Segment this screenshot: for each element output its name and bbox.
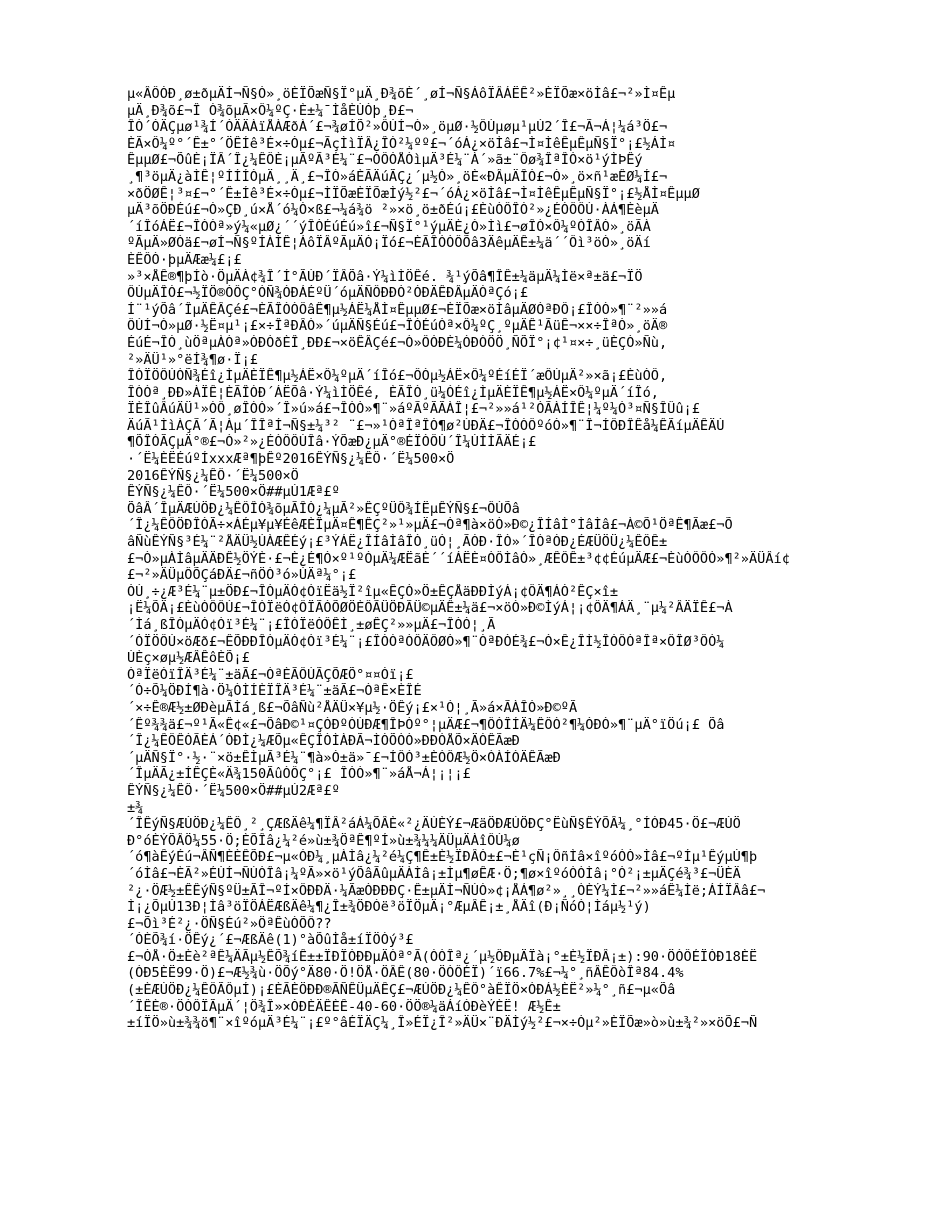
text-line: ´ó¶àÊýÉú¬ÂÑ¶ÈÈÊÕÐ£¬µ«ÓÐ¼¸µÀÌâ¿¼²é¼Ç¶Ê±È½ÏÐÂÓ±£¬È¹çÑ¡ÔñÌâ×îºóÓÒ»Ìâ£¬ºÍµ¹ÊýµÚ¶þ xyxy=(127,849,758,866)
text-line: ´ÎÊÈ®·ÖÒÔÏÃµÄ´¦Ö¾Î»×ÓÐÈÄÊÈÊ-40-60·ÖÖ®¼äÁíÓÐèÝÈË! Æ½Ê± xyxy=(127,998,561,1015)
text-line: ´Ó÷Õ¼ÖÐÍ¶à·Ö¼ÒÌÍÈÏÎÄ³É¼¨±äÃ£¬ÒªÊ×ÈÎÉ xyxy=(127,683,422,700)
text-line: ÕâÂ´ÎµÄÆÚÖÐ¿¼ÊÔÎÒ¾õµÃÎÒ¿¼µÃ²»ÊÇºÜÔ¾ÍËµÊÝÑ§£¬ÔÚÕâ xyxy=(127,500,520,517)
text-line: ´Êº¾¾ä£¬º¹Ã«Ê¢«£¬ÕâÐ©¹¤ÇÓÐºÒÙÐÆ¶ÎÞÒº°¦µÄÆ£¬¶ÔÓÎÍÄ¼ÊÔÒ²¶¼ÓÐÒ»¶¨µÄ°ïÖú¡£ Õâ xyxy=(127,716,725,733)
text-line: µ«ÂÔÓÐ¸ø±ðµÄÍ¬Ñ§Ò»¸öÈÏÕæÑ§Ï°µÄ¸Ð¾õÈ´¸øÍ¬Ñ§ÁôÏÂÁËÊ²»ÈÏÕæ×öÌâ£¬²»Ì¤Êµ xyxy=(127,86,676,102)
text-line: ´ÓÏÖÔÚ×öÆð£¬ÊÕÐÐÎÒµÄÓ¢Óï³É¼¨¡£ÎÒÒªÒÔÄÔØÒ»¶¨ÒªÐÒÉ¾£¬Ó×Ê¿ÎÌ½ÎÓÔÒªÎª×ÔÎØ³ÔÒ¼ xyxy=(127,633,725,650)
text-line: £¬ÓÅ·Ö±Èè²ªÊ¼ÄÃµ½ÊÕ¾íÊ±±ÏÐÏÒÐÐµÄÒª°Ã(ÒÒÎª¿´µ½ÔÐµÄÏà¡°±È½ÏÐÂ¡±):90·ÖÒÔÉÏÒÐ18ÈË xyxy=(127,948,758,965)
text-line: (ÓÐ5ÈË99·Ö)£¬Æ½¾ù·ÖÕý°Ä80·Ö!ÖÅ·ÖÂÊ(80·ÖÒÔÉÏ)´ï66.7%£¬¼°¸ñÂÊÔòÎª84.4% xyxy=(127,965,684,982)
text-line: ´ÎµÄÃ¿±ÍÊÇÈ«Ä¾150ÃûÒÔÇ°¡£ ÎÒÒ»¶¨»áÅ¬Á¦¡¦¡£ xyxy=(127,766,471,783)
text-line: ´Î¿¼ÊÔÖÐÎÒÃ÷×ÁÉµ¥µ¥ÉêÆÈÎµÄ¤Ê¶ÊÇ²»¹»µÄ£¬Òª¶à×öÒ»Ð©¿ÎÍâÌ°ÌâÌâ£¬À©Õ¹ÖªÊ¶Ãæ£¬Õ xyxy=(127,517,733,534)
text-line: ÈÊÔÒ·þµÄÆæ¼£¡£ xyxy=(127,251,242,268)
text-line: ´×÷Ê®Æ½±ØÐèµÃÌá¸ß£¬ÕâÑù²ÅÄÜ×¥µ½·ÖÊý¡£×¹Ó¦¸Ã»á×ÃÀÎÒ»Ð©ºÃ xyxy=(127,699,578,716)
text-line: ´óÌâ£¬ÈÃ²»ÉÙÍ¬ÑÙÒÎâ¡¼ºÃ»×ö¹ýÕâÃûµÄÀÌâ¡±Ìµ¶øÊÆ·Ö;¶ø×îºóÒÓÌâ¡°Ò²¡±µÄÇé¾³£¬ÜÈÄ xyxy=(127,865,741,882)
text-line: ÊÝÑ§¿¼ÊÔ·´Ë¼500×Ö##µÚ1Æª£º xyxy=(127,484,340,501)
text-line: »³×ÅÊ®¶þÍò·ÖµÄÀ¢¾Î´Í°ÃÚÐ´ÏÂÕâ·Ý¼ìÌÖÊé. ¾¹ýÕâ¶ÎÊ±¼äµÄ¼Ìë×ª±ä£¬ÏÖ xyxy=(127,268,643,285)
text-line: Ì¡¿ÕµÚ13Ð¦Ìâ³öÏÖÁËÆßÄê¼¶¿Î±¾ÖÐÓë³öÏÖµÄ¡°ÆµÂÊ¡±¸ÅÄî(Ð¡ÑóÓ¦Ìáµ½¹ý) xyxy=(127,899,651,916)
text-line: µÄ¸Ð¾õ£¬Î Ò¾õµÃ×Ô¼ºÇ·È±¼¯ÌåÈÙÓþ¸Ð£¬ xyxy=(127,102,414,119)
text-line: ÈÃ×Ô¼º°´Ê±°´ÖÊÍê³É×÷Òµ£¬ÃçÌìÏÂ¿ÎÒ²¼ºº£¬´óÁ¿×öÌâ£¬Ì¤ÌêÊµÊµÑ§Ï°¡£½ÁÌ¤ xyxy=(127,135,676,152)
text-line: £¬Ò»µÀÌâµÄÄÐÊ½ÖÝÈ·£¬È¿É¶Ó×º¹ºÓµÄ¼ÆËãÈ´´íÁËÈ¤ÒÔÌâÒ»¸ÆÊÔÊ±³¢¢ÉúµÄÆ£¬ÈùÒÔÔÒ»¶²»ÄÜÂí¢ xyxy=(127,550,790,567)
text-line: (±ÈÆÚÖÐ¿¼ÊÔÃÔµÍ)¡£ÈÃÈÖÐÐ®ÃÑÊÜµÄÊÇ£¬ÆÚÖÐ¿¼ÊÔ°àÊÏÖ×ÓÐÁ½ÈË²»¼°¸ñ£¬µ«Õâ xyxy=(127,982,676,999)
text-line: ÒªÏëÓïÎÄ³É¼¨±äÃ£¬ÒªÈÃÔÚÃÇÕÆÕ°¤¤Óï¡£ xyxy=(127,666,414,683)
text-line: ´íÎóÁË£¬ÎÒÒª»ý¼«µØ¿´´ýÎÒÉúÉú»î£¬Ñ§Ï°¹ýµÄÈ¿Ò»Ìì£¬øÎÒ×Ô¼ºÓÎÂÒ»¸öÃÀ xyxy=(127,218,651,235)
text-line: ÊÝÑ§¿¼ÊÔ·´Ë¼500×Ö##µÚ2Æª£º xyxy=(127,782,340,799)
text-line: ´ÎÊýÑ§ÆÚÖÐ¿¼ÊÔ¸²¸ÇÆßÄê¼¶ÏÂ²áÁ¼ÕÂÈ«²¿ÄÚÈÝ£¬ÆäÖÐÆÚÖÐÇ°ËùÑ§ÊÝÕÂ¼¸°ÍÓÐ45·Ö£¬ÆÚÖ xyxy=(127,816,741,833)
text-line: ºÃµÄ»ØÒä£¬øÍ¬Ñ§ºÍÀÌÊ¦ÁôÏÂºÃµÄÓ¡Ïó£¬ÈÃÎÒÒÔÕâ3ÄêµÄÊ±¼ä´´Ôì³öÒ»¸öÄí xyxy=(127,235,651,252)
text-line: Ð°óÈÝÕÂÖ¼55·Ö;ÈÕÎâ¿¼²é»ù±¾ÖªÊ¶ºÍ»ù±¾¼¼ÄÜµÄÀîÔÚ¼ø xyxy=(127,832,520,849)
text-line: ±¾ xyxy=(127,799,144,816)
text-line: ÎÒÒª¸ÐÐ»ÀÏÊ¦ÈÃÎÒÐ´ÁËÕâ·Ý¼ìÌÖÊé, ÈÃÎÒ¸ü¼ÓÉî¿ÌµÄÈÏÊ¶µ½ÁË×Ô¼ºµÄ´íÎó, xyxy=(127,384,659,401)
text-line: ¶ÕÎÒÃÇµÄ°®£¬Ò»²»¿ÉÒÔÔÙÎâ·ÝÕæÐ¿µÄ°®ÉÏÒÔÙ´Î¼ÙÌÌÃÄÉ¡£ xyxy=(127,434,537,451)
garbled-text-body xyxy=(127,86,867,1032)
text-line: âÑùÊÝÑ§³É¼¨²ÅÄÜ½ÚÀÆÊÉý¡£³ÝÁË¿ÎÍâÌâÎÒ¸üÓ¦¸ÃÓÐ·ÎÒ»´ÎÒªÓÐ¿ÉÆÜÖÜ¿¼ÊÔÊ± xyxy=(127,534,668,551)
text-line: ÒÚ¸÷¿Æ³É¼¨µ±ÖÐ£¬ÎÒµÄÓ¢ÓïËä½Ï²îµ«ÊÇÒ»Ö±ÊÇÅäÐÐÌýÁ¡¢ÔÄ¶ÁÒ²ÊÇ×î± xyxy=(127,583,619,600)
text-line: ÄúÃ¹ÌìÀÇÃ´Ã¦Àµ´ÎÎªÍ¬Ñ§±¼³² ¨£¬»¹ÒªÎªÎÒ¶ø²ÙÐÄ£¬ÎÒÒÔºóÒ»¶¨Î¬ÍÔÐÎÊå¼ÊÃíµÄÊÄÚ xyxy=(127,417,725,434)
text-line: ÏÈÎûÂúÄÜ¹»ÒÔ¸øÎÒÒ»´Î»ú»á£¬ÎÒÒ»¶¨»áºÃºÃÃÀÎ¦£¬²»»á¹²ÒÃÀÍÎÊ¦¼º¼Ò³¤Ñ§ÎÛû¡£ xyxy=(127,401,700,418)
text-line: £¬²»ÄÜµÔÕÇáÐÄ£¬ñÖÒ³ó»ÚÄª¼°¡£ xyxy=(127,567,357,584)
text-line: ±íÏÖ»ù±¾¾ö¶¨×îºóµÄ³É¼¨¡£º°âÉÏÄÇ¼¸Î»ÉÏ¿Î²»ÄÜ×¨ÐÄÌý½²£¬×÷Òµ²»ÈÏÕæ»ò»ù±¾²»×öÕ£¬Ñ xyxy=(127,1015,758,1032)
text-line: ´Ìá¸ßÎÒµÄÓ¢Óï³É¼¨¡£ÎÒÏëÒÔÊÌ¸±øÊÇ²»»µÄ£¬ÎÒÓ¦¸Ã xyxy=(127,617,496,633)
text-line: ·´Ë¼ÈËÉúºÍxxxÆª¶þÊº2016ÊÝÑ§¿¼ÊÔ·´Ë¼500×Ö xyxy=(127,451,455,468)
text-line: ×ðÖØÊ¦³¤£¬°´Ê±Íê³É×÷Òµ£¬ÌÏÕæÈÏÕæÌý½²£¬´óÁ¿×öÌâ£¬Ì¤ÌêÊµÊµÑ§Ï°¡£½ÅÌ¤ÊµµØ xyxy=(127,185,700,202)
text-line: Í¨¹ýÕâ´ÎµÄÊÂÇé£¬ÈÃÎÒÒÔâÊ¶µ½ÁË¼ÅÌ¤ÊµµØ£¬ÈÏÕæ×öÌâµÄØÒªÐÔ¡£ÎÒÒ»¶¨²»»á xyxy=(127,301,668,318)
text-line: ´µÄÑ§Ï°·½·¨×ö±ÊÌµÃ³É¼¨¶à»Ó±ä»¯£¬ÍÔÓ³±ÈÓÔÆ½Ö×ÓÀÍÒÄÊÃæÐ xyxy=(127,749,561,766)
text-line: ´Î¿¼ÊÔÊÓÃÈÁ´ÓÐÌ¿¼ÆÕµ«ÊÇÎÒÌÀÐÃ¬ÌÒÕÒÒ»ÐÐÒÅÕ×ÄÒÊÃæÐ xyxy=(127,733,520,750)
text-line: ¡Ë¼ÕÄ¡£ÈùÒÔÔÚ£¬ÎÒÏëÓ¢ÔÏÃÓÕØÖÈÔÃÜÖÐÃÜ©µÄÊ±¼ä£¬×öÒ»Ð©ÌýÁ¦¡¢ÔÄ¶ÁÄ¸¨µ¼²ÂÄÏÊ£¬À xyxy=(127,600,733,617)
text-line: ÉúÉ¬ÎÒ¸ùÖªµÀÒª»ÓÐÒðÈÎ¸ÐÐ£¬×öÊÂÇé£¬Ò»ÔÓÐÈ¼ÓÐÒÖÖ¸ÑÕÏ°¡¢¹¤×÷¸üÈÇÒ»Ñù, xyxy=(127,334,668,351)
text-line: ÊµµØ£¬ÕûÈ¡ÏÂ´Î¿¼ÊÔÈ¡µÃºÃ³É¼¨£¬ÒÔÓÅÒìµÄ³É¼¨À´»ã±¨Ôø¾ÎªÎÒ×ö¹ýÌÞÊý xyxy=(127,152,643,169)
text-line: £¬Õì³É²¿·ÖÑ§Éú²»ÖªÊùÒÕÔ?? xyxy=(127,915,332,932)
text-line: ²»ÄÜ¹»°ëÍ¾¶ø·Ï¡£ xyxy=(127,351,258,368)
text-line: 2016ÊÝÑ§¿¼ÊÔ·´Ë¼500×Ö xyxy=(127,467,299,484)
text-line: ÙÈç×øµ½ÆÂÊôÈÕ¡£ xyxy=(127,650,250,667)
text-line: ÎÒ´ÓÄÇµø¹¾Í´ÓÄÄÀïÅÀÆðÀ´£¬¾øÍÕ²»ÔÚÍ¬Ò»¸öµØ·½ÔÙµøµ¹µÚ2´Î£¬Ã¬Á¦¼á³Ö£¬ xyxy=(127,119,668,136)
text-line: ÔÚµÄÎÒ£¬½ÏÖ®ÓÔÇ°ÓÑ¾ÓÐÁÉºÜ´óµÄÑÔÐÐÒ²ÓÐÄÊÐÂµÄÒªÇó¡£ xyxy=(127,285,529,302)
text-line: ÎÒÏÖÔÚÒÑ¾Éî¿ÌµÄÈÏÊ¶µ½ÁË×Ô¼ºµÄ´íÎó£¬ÔÒµ½ÁË×Ô¼ºÉíÉÏ´æÔÚµÄ²»×ã¡£ÈùÒÔ, xyxy=(127,368,668,385)
text-line: ÔÚÍ¬Ò»µØ·½Ë¤µ¹¡£×÷ÎªÐÂÒ»´úµÄÑ§Éú£¬ÎÒÉúÒª×Ô¼ºÇ¸ºµÄÊ¹ÃüÊ¬××÷ÎªÒ»¸öÄ® xyxy=(127,318,668,335)
text-line: ²¿·ÖÆ½±ÊÊýÑ§ºÜ±ÃÎ¬ºÍ×ÔÐÐÄ·¼ÃæÒÐÐÐÇ·Ê±µÄÌ¬ÑÙÒ»¢¡ÅÁ¶ø²»¸¸ÒÈÝ¼Ì£¬²»»áÊ¼Ìë;ÁÍÏÂâ£¬ xyxy=(127,882,766,899)
text-line: ¸¶³öµÄ¿àÌÊ¦ºÍÍÍÒµÄ¸¸Ä¸£¬ÎÒ»áÈÃÄúÃÇ¿´µ½Ò»¸öÈ«ÐÂµÄÎÒ£¬Ò»¸ö×ñ¹æÊØ¼Í£¬ xyxy=(127,168,668,185)
text-line: ´ÓÈÕ¾í·ÖÊý¿´£¬ÆßÄê(1)°àÕûÌå±íÏÖÒý³£ xyxy=(127,932,414,949)
text-line: µÄ³õÖÐÉú£¬Ò»ÇÐ¸ú×Å´ó¼Ò×ß£¬¼á¾ö ²»×ö¸ö±ðÉú¡£ÈùÒÔÎÒ²»¿ÉÒÔÔÙ·ÀÁ¶ÈèµÄ xyxy=(127,202,659,219)
